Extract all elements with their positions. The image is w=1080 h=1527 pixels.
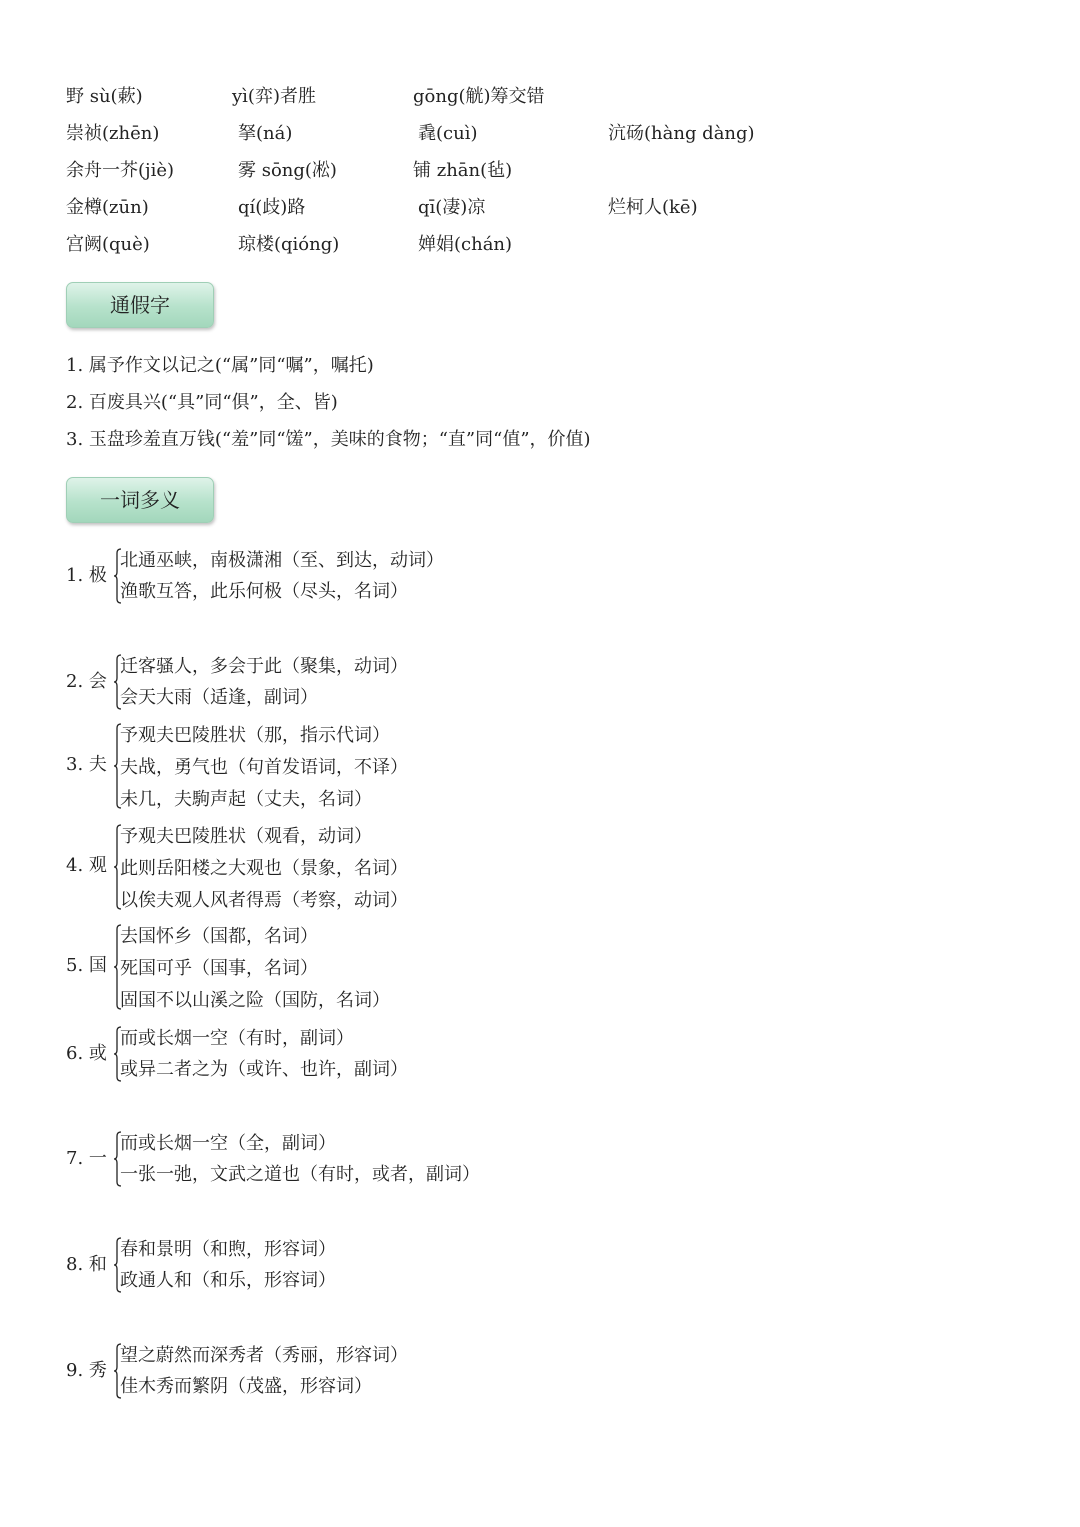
pinyin-item: 崇祯(zhēn) (66, 123, 160, 144)
word-group-label: 5. 国 (66, 955, 107, 976)
word-group-label: 4. 观 (66, 855, 107, 876)
pinyin-item: 毳(cuì) (418, 123, 478, 144)
word-group-label: 9. 秀 (66, 1360, 107, 1381)
word-group-item: 予观夫巴陵胜状（观看，动词） (120, 826, 372, 847)
word-group-label: 7. 一 (66, 1148, 107, 1169)
word-group-item: 此则岳阳楼之大观也（景象，名词） (120, 858, 408, 879)
section-header-tongjia: 通假字 (66, 282, 214, 328)
pinyin-item: 余舟一芥(jiè) (66, 160, 175, 181)
word-group-item: 迁客骚人，多会于此（聚集，动词） (120, 656, 408, 677)
word-group-item: 一张一弛，文武之道也（有时，或者，副词） (120, 1164, 480, 1185)
word-group-item: 夫战，勇气也（句首发语词，不译） (120, 757, 408, 778)
word-group-item: 政通人和（和乐，形容词） (120, 1270, 336, 1291)
pinyin-item: qī(凄)凉 (418, 197, 486, 218)
pinyin-item: 宫阙(què) (66, 234, 150, 255)
word-group-label: 2. 会 (66, 671, 107, 692)
pinyin-item: 烂柯人(kē) (608, 197, 698, 218)
word-group-item: 佳木秀而繁阴（茂盛，形容词） (120, 1376, 372, 1397)
pinyin-item: 铺 zhān(毡) (413, 160, 513, 181)
word-group-item: 望之蔚然而深秀者（秀丽，形容词） (120, 1345, 408, 1366)
pinyin-item: 琼楼(qióng) (238, 234, 340, 255)
word-group-item: 予观夫巴陵胜状（那，指示代词） (120, 725, 390, 746)
tongjia-item: 2. 百废具兴(“具”同“俱”，全、皆) (66, 392, 338, 413)
word-group-label: 8. 和 (66, 1254, 107, 1275)
word-group-item: 会天大雨（适逢，副词） (120, 687, 318, 708)
word-group-item: 北通巫峡，南极潇湘（至、到达，动词） (120, 550, 444, 571)
pinyin-item: 雾 sōng(凇) (238, 160, 337, 181)
pinyin-item: 野 sù(蔌) (66, 86, 143, 107)
word-group-item: 春和景明（和煦，形容词） (120, 1239, 336, 1260)
word-group-item: 渔歌互答，此乐何极（尽头，名词） (120, 581, 408, 602)
word-group-item: 而或长烟一空（有时，副词） (120, 1028, 354, 1049)
pinyin-item: gōng(觥)筹交错 (413, 86, 545, 107)
word-group-item: 去国怀乡（国都，名词） (120, 926, 318, 947)
pinyin-item: 婵娟(chán) (418, 234, 513, 255)
word-group-label: 3. 夫 (66, 754, 107, 775)
word-group-item: 或异二者之为（或许、也许，副词） (120, 1059, 408, 1080)
section-header-yici: 一词多义 (66, 477, 214, 523)
word-group-item: 固国不以山溪之险（国防，名词） (120, 990, 390, 1011)
pinyin-item: 拏(ná) (238, 123, 293, 144)
tongjia-item: 1. 属予作文以记之(“属”同“嘱”，嘱托) (66, 355, 374, 376)
pinyin-item: qí(歧)路 (238, 197, 306, 218)
pinyin-item: yì(弈)者胜 (232, 86, 316, 107)
word-group-item: 未几，夫駒声起（丈夫，名词） (120, 789, 372, 810)
word-group-item: 以俟夫观人风者得焉（考察，动词） (120, 890, 408, 911)
word-group-label: 6. 或 (66, 1043, 107, 1064)
tongjia-item: 3. 玉盘珍羞直万钱(“羞”同“馐”，美味的食物；“直”同“值”，价值) (66, 429, 591, 450)
pinyin-item: 金樽(zūn) (66, 197, 149, 218)
word-group-label: 1. 极 (66, 565, 107, 586)
word-group-item: 死国可乎（国事，名词） (120, 958, 318, 979)
word-group-item: 而或长烟一空（全，副词） (120, 1133, 336, 1154)
pinyin-item: 沆砀(hàng dàng) (608, 123, 755, 144)
